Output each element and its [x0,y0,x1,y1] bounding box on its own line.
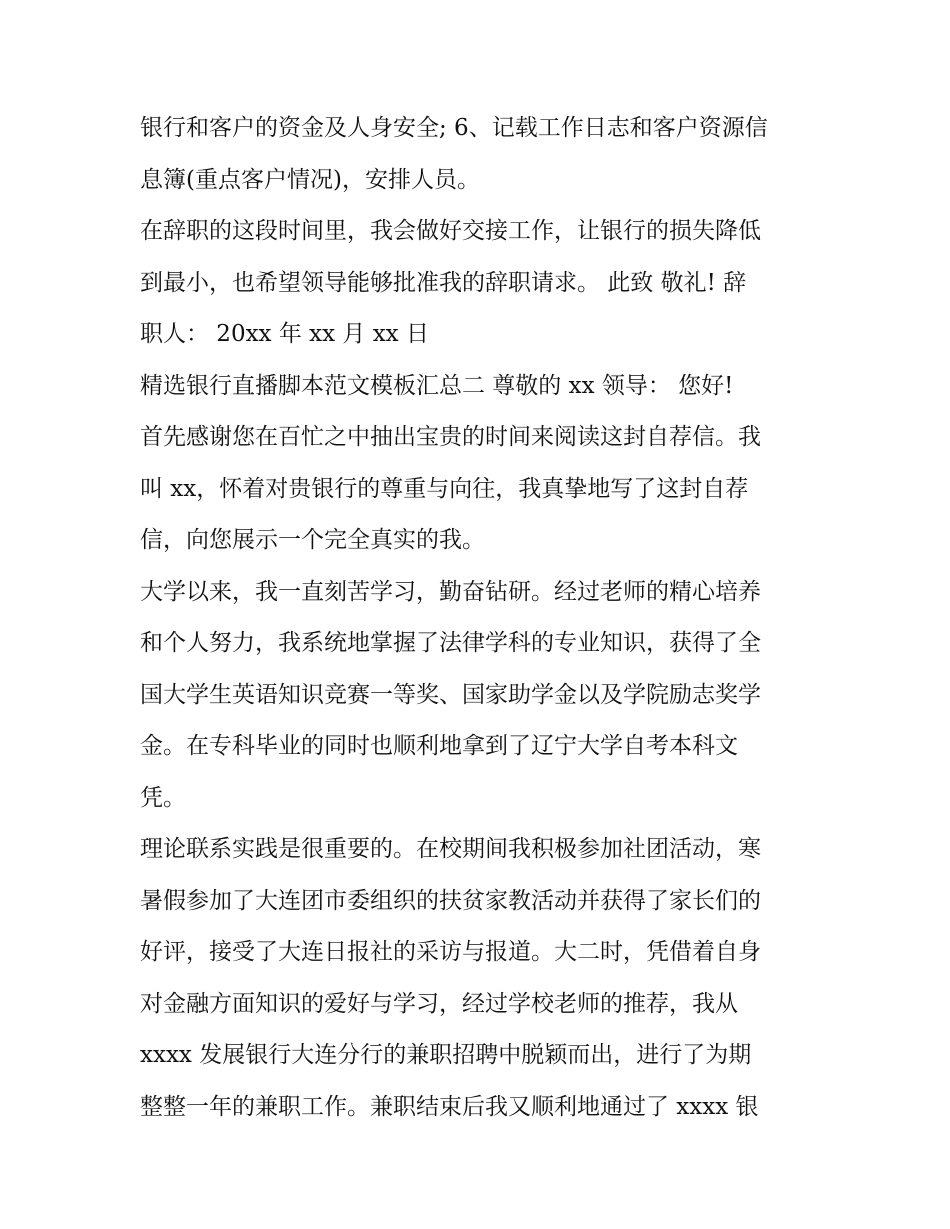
text-line-18: 对金融方面知识的爱好与学习，经过学校老师的推荐，我从 [140,990,738,1017]
text-line-10: 大学以来，我一直刻苦学习，勤奋钻研。经过老师的精心培养 [140,578,761,605]
text-line-3: 在辞职的这段时间里，我会做好交接工作，让银行的损失降低 [140,218,761,244]
text-line-20: 整整一年的兼职工作。兼职结束后我又顺利地通过了 xxxx 银 [140,1093,759,1120]
text-line-1: 银行和客户的资金及人身安全; 6、记载工作日志和客户资源信 [140,115,768,141]
text-line-6: 精选银行直播脚本范文模板汇总二 尊敬的 xx 领导： 您好! [140,372,734,399]
document-body [140,103,820,1133]
text-line-13: 金。在专科毕业的同时也顺利地拿到了辽宁大学自考本科文 [140,733,738,759]
text-line-8: 叫 xx，怀着对贵银行的尊重与向往，我真挚地写了这封自荐 [140,475,749,502]
text-line-2: 息簿(重点客户情况)，安排人员。 [140,166,480,193]
text-line-17: 好评，接受了大连日报社的采访与报道。大二时，凭借着自身 [140,939,761,965]
text-line-4: 到最小，也希望领导能够批准我的辞职请求。 此致 敬礼! 辞 [140,269,747,296]
text-line-16: 暑假参加了大连团市委组织的扶贫家教活动并获得了家长们的 [140,887,761,914]
text-line-14: 凭。 [140,784,186,811]
text-line-5: 职人： 20xx 年 xx 月 xx 日 [140,321,429,347]
text-line-9: 信，向您展示一个完全真实的我。 [140,527,485,553]
text-line-15: 理论联系实践是很重要的。在校期间我积极参加社团活动，寒 [140,836,761,862]
text-line-7: 首先感谢您在百忙之中抽出宝贵的时间来阅读这封自荐信。我 [140,424,761,450]
text-line-11: 和个人努力，我系统地掌握了法律学科的专业知识，获得了全 [140,630,761,656]
text-line-12: 国大学生英语知识竞赛一等奖、国家助学金以及学院励志奖学 [140,681,761,708]
text-line-19: xxxx 发展银行大连分行的兼职招聘中脱颖而出，进行了为期 [140,1042,752,1068]
